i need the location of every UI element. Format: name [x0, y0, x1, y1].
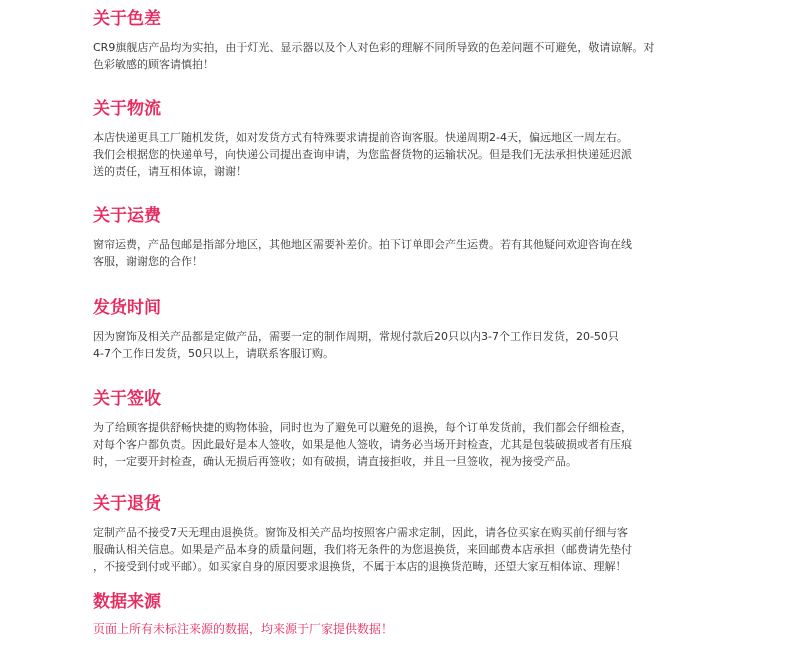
paragraph-line: 服确认相关信息。如果是产品本身的质量问题，我们将无条件的为您退换货，来回邮费本店承担（邮费请先垫付: [93, 543, 632, 556]
paragraph-line: 时，一定要开封检查，确认无损后再签收；如有破损，请直接拒收，并且一旦签收，视为接受产品。: [93, 455, 577, 468]
section-paragraph: [93, 236, 705, 270]
section-heading: 关于物流: [93, 99, 161, 119]
section-delivery-time: [93, 297, 705, 362]
section-heading: 发货时间: [93, 298, 161, 318]
paragraph-line: 我们会根据您的快递单号，向快递公司提出查询申请，为您监督货物的运输状况。但是我们无法承担快递延迟派: [93, 148, 632, 161]
section-heading: 数据来源: [93, 592, 161, 612]
section-paragraph: [93, 328, 705, 362]
paragraph-line: 对每个客户都负责。因此最好是本人签收，如果是他人签收，请务必当场开封检查，尤其是包装破损或者有压痕: [93, 438, 632, 451]
section-color-difference: [93, 8, 705, 73]
section-paragraph: [93, 129, 705, 180]
section-shipping-fee: [93, 205, 705, 270]
paragraph-line: 窗帘运费，产品包邮是指部分地区，其他地区需要补差价。拍下订单即会产生运费。若有其他疑问欢迎咨询在线: [93, 238, 632, 251]
paragraph-line: 送的责任，请互相体谅，谢谢！: [93, 165, 247, 178]
paragraph-line: 为了给顾客提供舒畅快捷的购物体验，同时也为了避免可以避免的退换，每个订单发货前，我们都会仔细检查，: [93, 421, 632, 434]
section-heading: 关于运费: [93, 206, 161, 226]
paragraph-line: 4-7个工作日发货，50只以上，请联系客服订购。: [93, 347, 334, 360]
section-paragraph: [93, 524, 705, 575]
section-heading: 关于色差: [93, 9, 161, 29]
section-data-source: [93, 591, 705, 638]
section-heading: 关于签收: [93, 389, 161, 409]
section-paragraph: [93, 419, 705, 470]
section-heading: 关于退货: [93, 494, 161, 514]
paragraph-line: CR9旗舰店产品均为实拍，由于灯光、显示器以及个人对色彩的理解不同所导致的色差问题不可避免，敬请谅解。对: [93, 41, 655, 54]
section-sign-for-delivery: [93, 388, 705, 470]
paragraph-line: ，不接受到付或平邮）。如买家自身的原因要求退换货，不属于本店的退换货范畴，还望大家互相体谅、理解！: [93, 560, 627, 573]
section-logistics: [93, 98, 705, 180]
section-returns: [93, 493, 705, 575]
section-paragraph: [93, 39, 705, 73]
paragraph-line: 本店快递更具工厂随机发货，如对发货方式有特殊要求请提前咨询客服。快递周期2-4天，偏远地区一周左右。: [93, 131, 628, 144]
paragraph-line: 客服，谢谢您的合作！: [93, 255, 203, 268]
paragraph-line: 定制产品不接受7天无理由退换货。窗饰及相关产品均按照客户需求定制，因此，请各位买家在购买前仔细与客: [93, 526, 628, 539]
data-source-note: 页面上所有未标注来源的数据，均来源于厂家提供数据！: [93, 622, 394, 636]
paragraph-line: 色彩敏感的顾客请慎拍！: [93, 58, 214, 71]
paragraph-line: 因为窗饰及相关产品都是定做产品，需要一定的制作周期，常规付款后20只以内3-7个工作日发货，20-50只: [93, 330, 619, 343]
